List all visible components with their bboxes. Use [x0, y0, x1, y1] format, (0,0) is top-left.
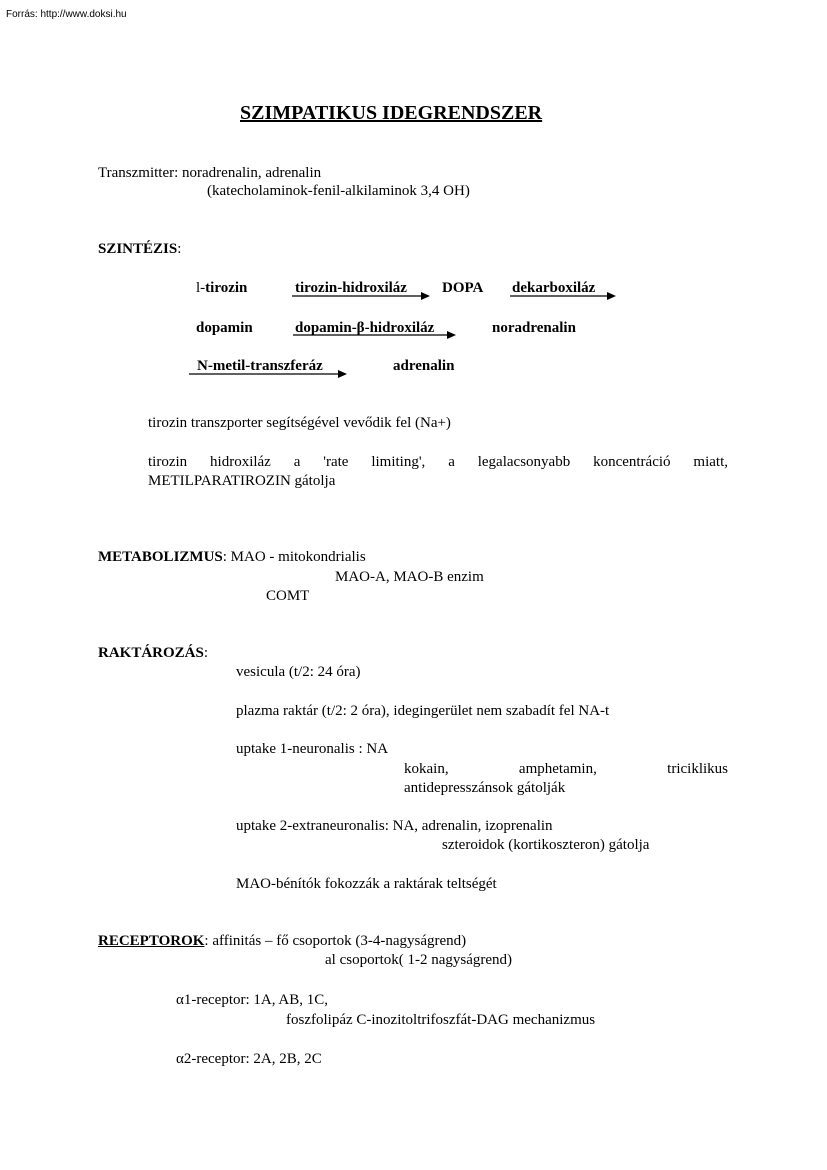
page-title: SZIMPATIKUS IDEGRENDSZER	[240, 102, 543, 124]
enzyme-decarboxylase: dekarboxiláz	[512, 280, 596, 296]
product-adrenaline: adrenalin	[393, 358, 455, 374]
storage-uptake2: uptake 2-extraneuronalis: NA, adrenalin, izoprenalin	[236, 818, 553, 834]
synthesis-heading-text: SZINTÉZIS	[98, 241, 178, 257]
receptors-line	[98, 932, 466, 951]
enzyme-tyrosine-hydroxylase: tirozin-hidroxiláz	[295, 280, 407, 296]
arrow-head-4	[338, 370, 347, 378]
source-note: Forrás: http://www.doksi.hu	[6, 9, 127, 20]
note-word: a	[293, 454, 301, 470]
storage-uptake1-inhibitors-line2: antidepresszánsok gátolják	[404, 780, 566, 796]
storage-uptake1: uptake 1-neuronalis : NA	[236, 741, 389, 757]
note-word: limiting',	[371, 454, 426, 470]
storage-vesicle: vesicula (t/2: 24 óra)	[236, 664, 361, 680]
note-word: tirozin	[148, 454, 188, 470]
enzyme-n-methyltransferase: N-metil-transzferáz	[197, 358, 323, 374]
inhibitor-word: kokain,	[404, 761, 449, 777]
storage-uptake2-inhibitors: szteroidok (kortikoszteron) gátolja	[442, 837, 650, 853]
synthesis-note-transporter: tirozin transzporter segítségével vevődik fel (Na+)	[148, 415, 451, 431]
storage-plasma: plazma raktár (t/2: 2 óra), idegingerület nem szabadít fel NA-t	[236, 703, 610, 719]
alpha1-mechanism: foszfolipáz C-inozitoltrifoszfát-DAG mechanizmus	[286, 1012, 596, 1028]
substrate-dopamine: dopamin	[196, 320, 253, 336]
receptors-heading: RECEPTOROK	[98, 933, 205, 949]
note-word: hidroxiláz	[210, 454, 271, 470]
synthesis-colon: :	[177, 241, 182, 257]
inhibitor-word: triciklikus	[667, 761, 728, 777]
synthesis-note-rate-limiting	[148, 453, 728, 472]
note-word: miatt,	[693, 454, 728, 470]
note-word: legalacsonyabb	[477, 454, 571, 470]
note-word: koncentráció	[593, 454, 671, 470]
product-dopa: DOPA	[442, 280, 484, 296]
synthesis-note-inhibitor: METILPARATIROZIN gátolja	[148, 473, 336, 489]
transmitter-detail: (katecholaminok-fenil-alkilaminok 3,4 OH)	[207, 183, 470, 199]
receptors-subgroups: al csoportok( 1-2 nagyságrend)	[325, 952, 513, 968]
metabolism-mao-ab: MAO-A, MAO-B enzim	[335, 569, 484, 585]
product-noradrenaline: noradrenalin	[492, 320, 576, 336]
arrow-head-1	[421, 292, 430, 300]
metabolism-comt: COMT	[266, 588, 310, 604]
metabolism-line	[98, 548, 366, 567]
inhibitor-word: amphetamin,	[518, 761, 597, 777]
note-word: 'rate	[323, 454, 349, 470]
tyrosine-label: tirozin	[205, 280, 248, 296]
storage-uptake1-inhibitors	[404, 760, 728, 779]
storage-heading-text: RAKTÁROZÁS	[98, 645, 204, 661]
alpha2-receptor: α2-receptor: 2A, 2B, 2C	[176, 1051, 322, 1067]
l-prefix: l-	[196, 280, 206, 296]
receptors-affinity: : affinitás – fő csoportok (3-4-nagyságrend)	[204, 933, 467, 949]
arrow-head-3	[447, 331, 456, 339]
alpha1-receptor: α1-receptor: 1A, AB, 1C,	[176, 992, 328, 1008]
metabolism-mao: : MAO - mitokondrialis	[222, 549, 366, 565]
note-word: a	[448, 454, 455, 470]
metabolism-heading: METABOLIZMUS	[98, 549, 223, 565]
transmitter-line: Transzmitter: noradrenalin, adrenalin	[98, 165, 322, 181]
storage-colon: :	[203, 645, 209, 661]
storage-heading	[98, 644, 208, 663]
enzyme-dopamine-beta-hydroxylase: dopamin-β-hidroxiláz	[295, 320, 435, 336]
arrow-head-2	[607, 292, 616, 300]
synthesis-arrows	[0, 0, 827, 400]
storage-mao-inhibitors: MAO-bénítók fokozzák a raktárak teltségét	[236, 876, 497, 892]
